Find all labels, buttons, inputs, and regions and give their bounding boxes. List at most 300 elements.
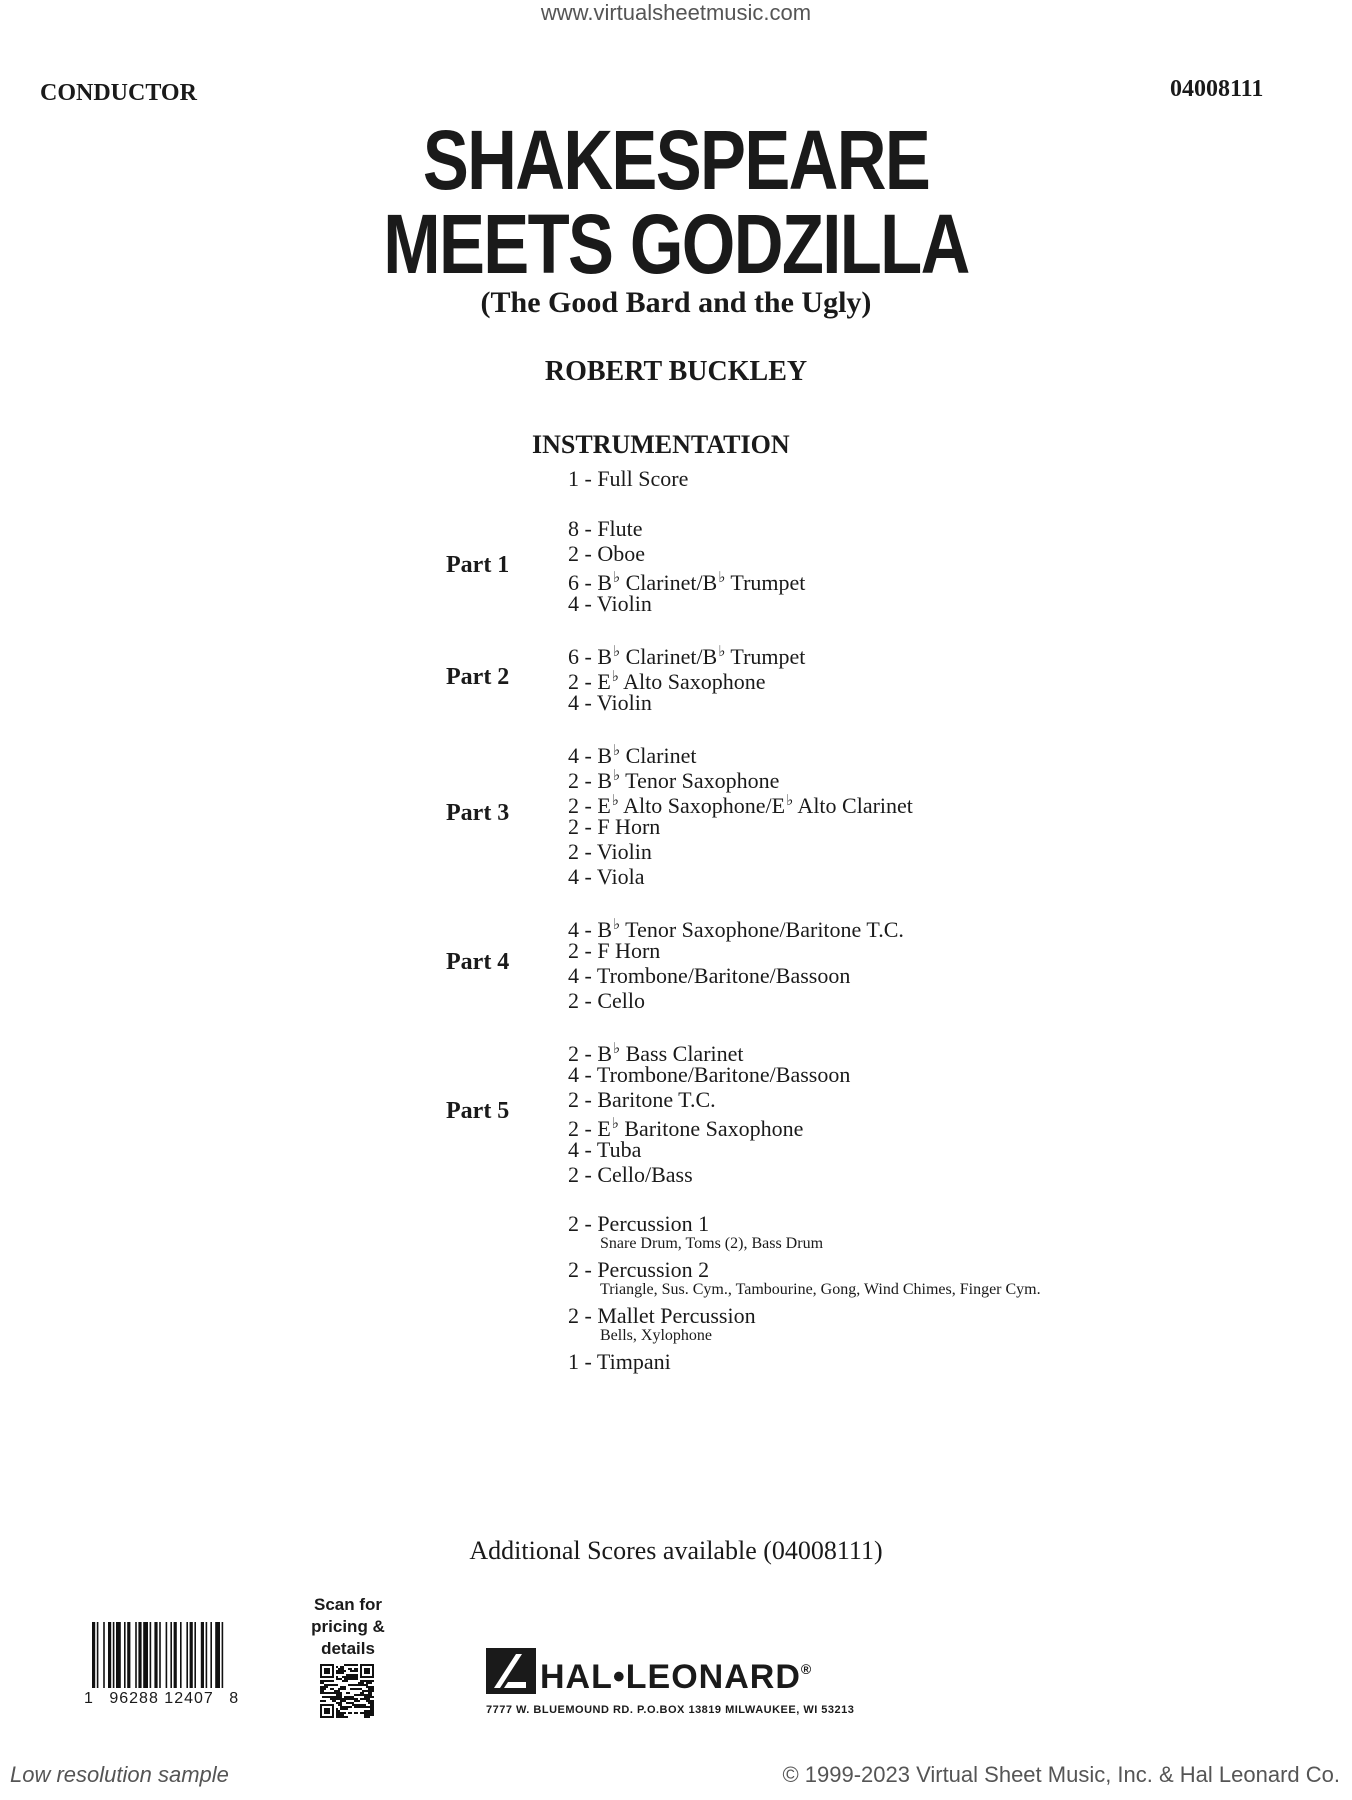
- barcode-bar: [206, 1622, 208, 1688]
- qr-module: [342, 1670, 344, 1672]
- qr-module: [336, 1710, 338, 1712]
- flat-sign-icon: ♭: [718, 644, 726, 660]
- qr-module: [346, 1674, 348, 1676]
- qr-module: [368, 1710, 370, 1712]
- qr-module: [342, 1672, 344, 1674]
- qr-module: [356, 1678, 358, 1680]
- qr-module: [338, 1710, 340, 1712]
- qr-module: [346, 1696, 348, 1698]
- qr-module: [356, 1694, 358, 1696]
- qr-module: [354, 1698, 356, 1700]
- barcode-trail: 8: [229, 1690, 240, 1707]
- qr-module: [354, 1704, 356, 1706]
- qr-module: [354, 1684, 356, 1686]
- qr-module: [340, 1700, 342, 1702]
- hal-leonard-logo-icon: [486, 1648, 536, 1694]
- qr-module: [364, 1680, 366, 1682]
- qr-module: [342, 1668, 344, 1670]
- qr-module: [348, 1692, 350, 1694]
- qr-module: [348, 1678, 350, 1680]
- scan-line-1: Scan for: [313, 1595, 383, 1614]
- qr-module: [360, 1694, 362, 1696]
- qr-module: [332, 1684, 334, 1686]
- instrument-item: 4 - Violin: [568, 591, 652, 616]
- qr-module: [336, 1708, 338, 1710]
- qr-module: [366, 1714, 368, 1716]
- qr-module: [336, 1692, 338, 1694]
- instrumentation-heading: INSTRUMENTATION: [532, 430, 790, 459]
- qr-module: [328, 1696, 330, 1698]
- qr-module: [354, 1694, 356, 1696]
- qr-module: [364, 1684, 366, 1686]
- site-url: www.virtualsheetmusic.com: [540, 0, 812, 25]
- qr-module: [338, 1670, 340, 1672]
- qr-module: [338, 1712, 340, 1714]
- publisher-name-text: HAL•LEONARD: [540, 1658, 801, 1696]
- qr-module: [330, 1688, 332, 1690]
- qr-module: [364, 1716, 366, 1718]
- qr-module: [368, 1682, 370, 1684]
- qr-module: [342, 1666, 344, 1668]
- qr-module: [362, 1706, 364, 1708]
- qr-module: [322, 1696, 324, 1698]
- publisher-address: 7777 W. BLUEMOUND RD. P.O.BOX 13819 MILWAUKEE, WI 53213: [486, 1704, 855, 1716]
- qr-module: [338, 1672, 340, 1674]
- qr-module: [368, 1690, 370, 1692]
- part-label: Part 2: [446, 663, 510, 690]
- qr-module: [356, 1706, 358, 1708]
- qr-module: [344, 1680, 346, 1682]
- percussion-detail: Snare Drum, Toms (2), Bass Drum: [600, 1235, 824, 1252]
- qr-module: [340, 1678, 342, 1680]
- qr-module: [348, 1684, 350, 1686]
- qr-module: [350, 1712, 352, 1714]
- instrument-item: 4 - B♭ Clarinet: [568, 743, 697, 768]
- qr-module: [356, 1698, 358, 1700]
- qr-module: [322, 1700, 324, 1702]
- qr-module: [364, 1712, 366, 1714]
- qr-module: [322, 1692, 324, 1694]
- qr-module: [358, 1706, 360, 1708]
- qr-module: [336, 1714, 338, 1716]
- qr-module: [350, 1678, 352, 1680]
- qr-module: [320, 1690, 322, 1692]
- qr-module: [342, 1714, 344, 1716]
- barcode-digits: [84, 1690, 239, 1708]
- qr-module: [362, 1692, 364, 1694]
- qr-module: [356, 1676, 358, 1678]
- qr-module: [350, 1702, 352, 1704]
- qr-module: [370, 1696, 372, 1698]
- full-score-item: 1 - Full Score: [568, 466, 689, 491]
- qr-module: [370, 1702, 372, 1704]
- qr-module: [368, 1680, 370, 1682]
- qr-module: [332, 1698, 334, 1700]
- qr-module: [366, 1680, 368, 1682]
- barcode-bar: [92, 1622, 95, 1688]
- qr-module: [340, 1708, 342, 1710]
- barcode-bar: [124, 1622, 126, 1688]
- qr-module: [352, 1696, 354, 1698]
- qr-module: [338, 1688, 340, 1690]
- qr-module: [336, 1716, 338, 1718]
- qr-module: [336, 1698, 338, 1700]
- qr-module: [346, 1716, 348, 1718]
- qr-module: [368, 1716, 370, 1718]
- title-line-1: SHAKESPEARE: [422, 113, 930, 207]
- qr-module: [352, 1698, 354, 1700]
- qr-module: [354, 1670, 356, 1672]
- qr-module: [340, 1714, 342, 1716]
- qr-module: [346, 1708, 348, 1710]
- qr-module: [340, 1704, 342, 1706]
- qr-module: [358, 1682, 360, 1684]
- qr-module: [372, 1680, 374, 1682]
- qr-module: [368, 1702, 370, 1704]
- qr-module: [344, 1716, 346, 1718]
- qr-module: [370, 1680, 372, 1682]
- qr-code-icon[interactable]: [320, 1664, 374, 1718]
- percussion-item: 1 - Timpani: [568, 1349, 671, 1374]
- qr-module: [336, 1672, 338, 1674]
- qr-module: [366, 1696, 368, 1698]
- qr-module: [322, 1682, 324, 1684]
- qr-module: [370, 1690, 372, 1692]
- qr-module: [366, 1716, 368, 1718]
- qr-module: [368, 1714, 370, 1716]
- qr-module: [340, 1692, 342, 1694]
- qr-module: [338, 1690, 340, 1692]
- qr-module: [320, 1686, 322, 1688]
- qr-module: [350, 1676, 352, 1678]
- qr-module: [344, 1698, 346, 1700]
- barcode-icon: [92, 1622, 288, 1688]
- qr-module: [368, 1694, 370, 1696]
- qr-module: [368, 1688, 370, 1690]
- part-label: Part 1: [446, 552, 510, 578]
- qr-module: [328, 1692, 330, 1694]
- qr-module: [358, 1704, 360, 1706]
- qr-module: [366, 1706, 368, 1708]
- qr-module: [346, 1678, 348, 1680]
- qr-module: [358, 1694, 360, 1696]
- qr-module: [338, 1698, 340, 1700]
- qr-module: [348, 1712, 350, 1714]
- instrument-item: 2 - E♭ Alto Saxophone: [568, 669, 766, 694]
- qr-module: [338, 1714, 340, 1716]
- qr-module: [352, 1688, 354, 1690]
- qr-module: [352, 1664, 354, 1666]
- qr-module: [372, 1688, 374, 1690]
- qr-module: [372, 1708, 374, 1710]
- composer: ROBERT BUCKLEY: [544, 356, 808, 387]
- scan-label: [302, 1594, 394, 1660]
- qr-module: [372, 1690, 374, 1692]
- instrument-item: 4 - Trombone/Baritone/Bassoon: [568, 1062, 851, 1087]
- qr-module: [366, 1700, 368, 1702]
- qr-module: [366, 1694, 368, 1696]
- qr-module: [342, 1688, 344, 1690]
- flat-sign-icon: ♭: [613, 743, 621, 759]
- qr-module: [356, 1700, 358, 1702]
- qr-module: [350, 1698, 352, 1700]
- qr-module: [322, 1690, 324, 1692]
- barcode-bar: [143, 1622, 148, 1688]
- qr-module: [352, 1678, 354, 1680]
- qr-module: [340, 1698, 342, 1700]
- qr-module: [366, 1710, 368, 1712]
- barcode-bar: [190, 1622, 193, 1688]
- part-label: Part 4: [446, 949, 510, 975]
- qr-module: [344, 1670, 346, 1672]
- qr-module: [336, 1676, 338, 1678]
- qr-module: [340, 1672, 342, 1674]
- qr-module: [372, 1710, 374, 1712]
- qr-module: [372, 1712, 374, 1714]
- qr-module: [352, 1676, 354, 1678]
- registered-mark: ®: [800, 1661, 813, 1677]
- qr-module: [330, 1684, 332, 1686]
- scan-line-3: details: [321, 1639, 375, 1658]
- qr-module: [352, 1684, 354, 1686]
- qr-module: [372, 1706, 374, 1708]
- qr-module: [364, 1706, 366, 1708]
- barcode-bar: [222, 1622, 224, 1688]
- qr-module: [370, 1688, 372, 1690]
- qr-module: [344, 1686, 346, 1688]
- qr-module: [370, 1708, 372, 1710]
- qr-module: [322, 1680, 324, 1682]
- qr-module: [346, 1698, 348, 1700]
- qr-module: [330, 1680, 332, 1682]
- qr-module: [366, 1686, 368, 1688]
- instrument-item: 6 - B♭ Clarinet/B♭ Trumpet: [568, 644, 806, 669]
- qr-module: [344, 1700, 346, 1702]
- qr-module: [346, 1680, 348, 1682]
- barcode-bar: [166, 1622, 168, 1688]
- qr-module: [370, 1692, 372, 1694]
- instrument-item: 2 - F Horn: [568, 938, 661, 963]
- barcode-bar: [138, 1622, 141, 1688]
- percussion-item: 2 - Percussion 1: [568, 1211, 710, 1236]
- qr-module: [354, 1678, 356, 1680]
- qr-module: [340, 1694, 342, 1696]
- qr-module: [350, 1688, 352, 1690]
- barcode-bar: [154, 1622, 157, 1688]
- qr-module: [324, 1688, 326, 1690]
- instrument-item: 2 - Cello/Bass: [568, 1162, 693, 1187]
- qr-module: [340, 1706, 342, 1708]
- qr-module: [348, 1676, 350, 1678]
- qr-module: [350, 1674, 352, 1676]
- barcode-bar: [116, 1622, 121, 1688]
- qr-module: [370, 1704, 372, 1706]
- qr-module: [352, 1670, 354, 1672]
- qr-module: [336, 1684, 338, 1686]
- qr-module: [340, 1696, 342, 1698]
- flat-sign-icon: ♭: [611, 793, 619, 809]
- barcode-bar: [150, 1622, 152, 1688]
- qr-module: [344, 1696, 346, 1698]
- publisher-name: [540, 1658, 812, 1697]
- flat-sign-icon: ♭: [613, 570, 621, 586]
- qr-module: [364, 1714, 366, 1716]
- qr-module: [342, 1676, 344, 1678]
- qr-module: [358, 1684, 360, 1686]
- qr-module: [362, 1684, 364, 1686]
- qr-module: [342, 1708, 344, 1710]
- qr-module: [350, 1696, 352, 1698]
- qr-module: [344, 1676, 346, 1678]
- qr-module: [368, 1700, 370, 1702]
- barcode-bar: [194, 1622, 196, 1688]
- qr-module: [356, 1688, 358, 1690]
- qr-module: [344, 1706, 346, 1708]
- qr-module: [320, 1680, 322, 1682]
- title-line-2: MEETS GODZILLA: [383, 197, 969, 291]
- scan-line-2: pricing &: [311, 1617, 385, 1636]
- barcode-bar: [170, 1622, 172, 1688]
- qr-module: [368, 1686, 370, 1688]
- qr-module: [356, 1664, 358, 1666]
- qr-module: [334, 1684, 336, 1686]
- subtitle: (The Good Bard and the Ugly): [480, 286, 872, 319]
- qr-module: [342, 1712, 344, 1714]
- catalog-number: 04008111: [1170, 76, 1264, 102]
- qr-module: [320, 1682, 322, 1684]
- qr-module: [372, 1702, 374, 1704]
- instrument-item: 4 - B♭ Tenor Saxophone/Baritone T.C.: [568, 917, 904, 942]
- qr-module: [350, 1684, 352, 1686]
- barcode-bar: [113, 1622, 115, 1688]
- qr-module: [340, 1702, 342, 1704]
- qr-module: [328, 1680, 330, 1682]
- flat-sign-icon: ♭: [613, 768, 621, 784]
- qr-module: [338, 1716, 340, 1718]
- qr-module: [348, 1664, 350, 1666]
- flat-sign-icon: ♭: [786, 793, 794, 809]
- qr-module: [368, 1696, 370, 1698]
- qr-module: [370, 1706, 372, 1708]
- qr-module: [340, 1716, 342, 1718]
- instrument-item: 4 - Tuba: [568, 1137, 642, 1162]
- copyright: © 1999-2023 Virtual Sheet Music, Inc. & Hal Leonard Co.: [782, 1762, 1340, 1787]
- qr-module: [346, 1664, 348, 1666]
- qr-module: [372, 1686, 374, 1688]
- flat-sign-icon: ♭: [613, 1041, 621, 1057]
- instrument-item: 2 - Cello: [568, 988, 645, 1013]
- percussion-item: 2 - Percussion 2: [568, 1257, 710, 1282]
- qr-module: [346, 1702, 348, 1704]
- qr-module: [336, 1678, 338, 1680]
- qr-module: [326, 1686, 328, 1688]
- qr-module: [348, 1668, 350, 1670]
- qr-module: [354, 1674, 356, 1676]
- qr-module: [332, 1688, 334, 1690]
- barcode-bar: [103, 1622, 105, 1688]
- qr-module: [366, 1684, 368, 1686]
- instrument-item: 2 - Oboe: [568, 541, 645, 566]
- flat-sign-icon: ♭: [611, 669, 619, 685]
- qr-module: [338, 1696, 340, 1698]
- qr-module: [370, 1686, 372, 1688]
- qr-module: [366, 1698, 368, 1700]
- qr-module: [336, 1712, 338, 1714]
- qr-module: [330, 1696, 332, 1698]
- qr-module: [362, 1690, 364, 1692]
- qr-module: [372, 1704, 374, 1706]
- qr-module: [338, 1694, 340, 1696]
- instrument-item: 2 - B♭ Bass Clarinet: [568, 1041, 744, 1066]
- qr-module: [360, 1692, 362, 1694]
- instrument-item: 8 - Flute: [568, 516, 643, 541]
- qr-module: [358, 1688, 360, 1690]
- qr-module: [344, 1708, 346, 1710]
- qr-module: [348, 1674, 350, 1676]
- qr-module: [324, 1668, 330, 1674]
- qr-module: [342, 1716, 344, 1718]
- qr-module: [360, 1704, 362, 1706]
- qr-module: [368, 1692, 370, 1694]
- qr-module: [334, 1690, 336, 1692]
- qr-module: [354, 1664, 356, 1666]
- qr-module: [336, 1696, 338, 1698]
- qr-module: [324, 1680, 326, 1682]
- instrument-item: 2 - F Horn: [568, 814, 661, 839]
- qr-module: [360, 1706, 362, 1708]
- qr-module: [364, 1694, 366, 1696]
- percussion-item: 2 - Mallet Percussion: [568, 1303, 756, 1328]
- qr-module: [356, 1712, 358, 1714]
- qr-module: [320, 1700, 322, 1702]
- qr-module: [340, 1670, 342, 1672]
- qr-module: [370, 1710, 372, 1712]
- qr-module: [356, 1704, 358, 1706]
- qr-module: [338, 1702, 340, 1704]
- conductor-label: CONDUCTOR: [40, 80, 197, 106]
- percussion-detail: Triangle, Sus. Cym., Tambourine, Gong, Wind Chimes, Finger Cym.: [600, 1281, 1041, 1298]
- barcode-bar: [174, 1622, 177, 1688]
- qr-module: [336, 1702, 338, 1704]
- qr-module: [340, 1668, 342, 1670]
- qr-module: [344, 1664, 346, 1666]
- barcode-bar: [180, 1622, 182, 1688]
- qr-module: [340, 1686, 342, 1688]
- barcode-lead: 1: [84, 1690, 94, 1707]
- flat-sign-icon: ♭: [613, 917, 621, 933]
- part-label: Part 3: [446, 800, 510, 826]
- qr-module: [334, 1696, 336, 1698]
- qr-module: [336, 1670, 338, 1672]
- qr-module: [368, 1706, 370, 1708]
- qr-module: [364, 1698, 366, 1700]
- qr-module: [334, 1692, 336, 1694]
- qr-module: [360, 1684, 362, 1686]
- part-label: Part 5: [446, 1098, 510, 1124]
- qr-module: [342, 1686, 344, 1688]
- qr-module: [332, 1696, 334, 1698]
- qr-module: [332, 1700, 334, 1702]
- barcode-bar: [97, 1622, 99, 1688]
- percussion-detail: Bells, Xylophone: [600, 1327, 712, 1344]
- instrument-item: 2 - Violin: [568, 839, 652, 864]
- qr-module: [356, 1670, 358, 1672]
- qr-module: [324, 1692, 326, 1694]
- barcode-bar: [201, 1622, 204, 1688]
- qr-module: [340, 1712, 342, 1714]
- barcode-bar: [108, 1622, 111, 1688]
- qr-module: [326, 1696, 328, 1698]
